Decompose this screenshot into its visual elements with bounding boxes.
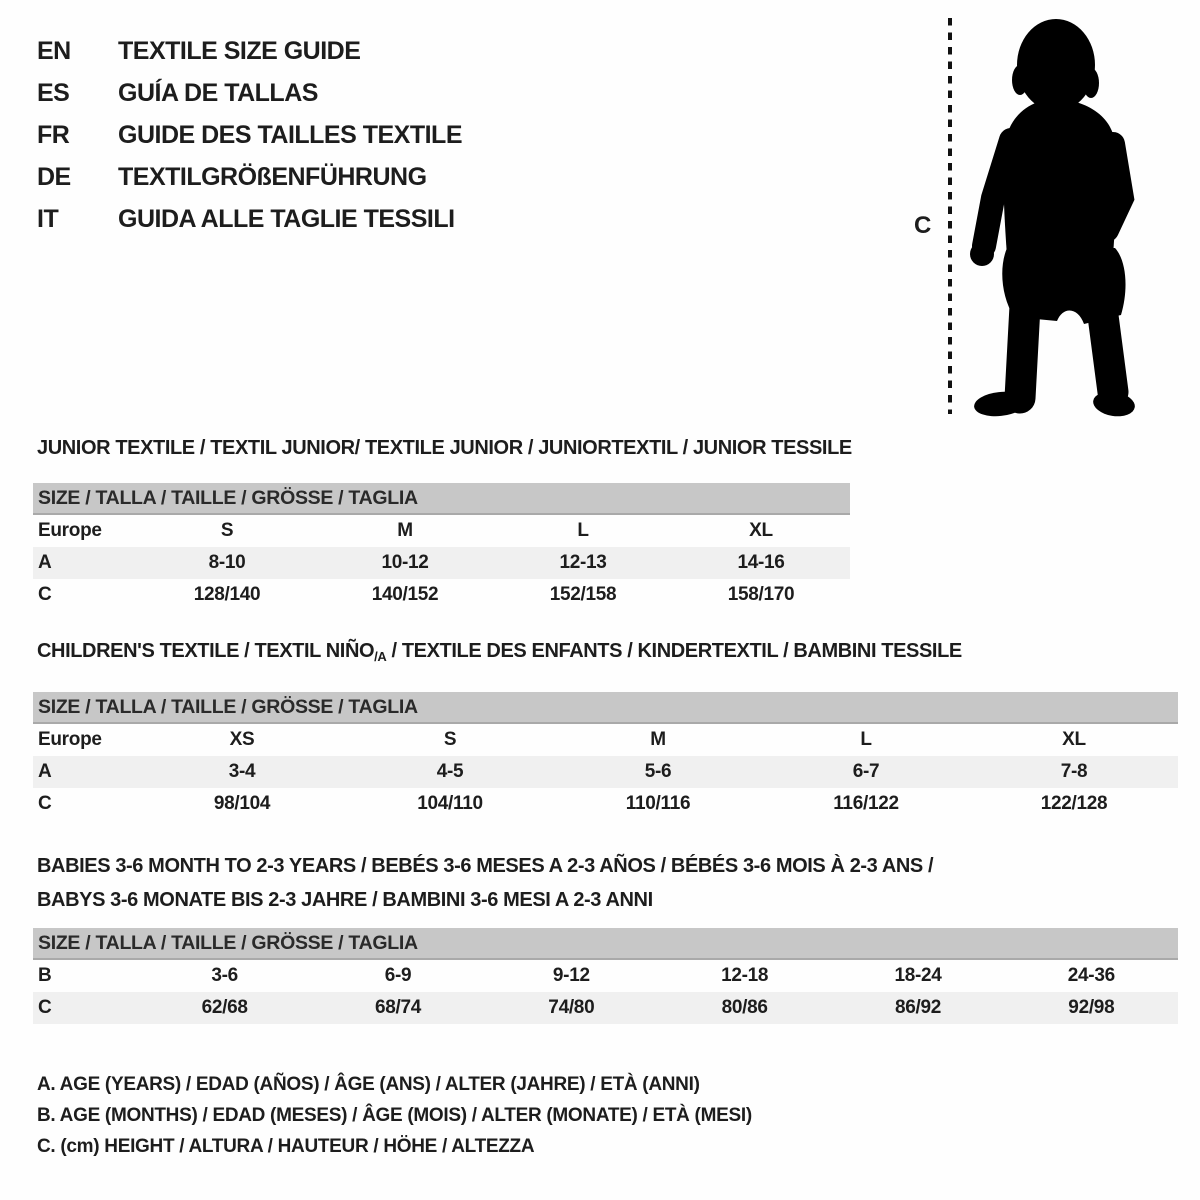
legend-line-height-cm: C. (cm) HEIGHT / ALTURA / HAUTEUR / HÖHE / ALTEZZA — [37, 1136, 535, 1157]
children-size-table — [33, 692, 1178, 820]
table-cell: 14-16 — [737, 552, 785, 573]
table-cell: 24-36 — [1067, 965, 1115, 986]
table-cell: 86/92 — [894, 997, 942, 1018]
table-cell: 80/86 — [721, 997, 768, 1018]
size-header-cell: L — [577, 520, 589, 541]
size-header-cell: M — [650, 729, 666, 750]
language-code: ES — [37, 78, 70, 107]
table-row — [33, 992, 1178, 1024]
height-dashed-line — [946, 14, 954, 418]
table-header-row — [33, 515, 850, 547]
children-title-text: / TEXTILE DES ENFANTS / KINDERTEXTIL / BAMBINI TESSILE — [386, 640, 962, 662]
region-header-cell: Europe — [38, 729, 102, 750]
language-title: TEXTILE SIZE GUIDE — [118, 36, 361, 65]
size-header-label: SIZE / TALLA / TAILLE / GRÖSSE / TAGLIA — [38, 695, 418, 718]
table-cell: 122/128 — [1040, 793, 1108, 814]
language-title: GUIDA ALLE TAGLIE TESSILI — [118, 204, 455, 233]
table-cell: 5-6 — [644, 761, 672, 782]
table-header-row — [33, 724, 1178, 756]
table-cell: 4-5 — [436, 761, 464, 782]
size-header-cell: XS — [229, 729, 255, 750]
row-label: C — [38, 793, 52, 814]
language-code: EN — [37, 36, 71, 65]
row-label: C — [38, 584, 52, 605]
table-cell: 74/80 — [548, 997, 595, 1018]
table-row — [33, 960, 1178, 992]
babies-title-line2: BABYS 3-6 MONATE BIS 2-3 JAHRE / BAMBINI 3-6 MESI A 2-3 ANNI — [37, 889, 653, 911]
size-header-bar — [33, 692, 1178, 724]
table-cell: 128/140 — [193, 584, 261, 605]
table-cell: 10-12 — [381, 552, 429, 573]
language-code: DE — [37, 162, 71, 191]
babies-section-title — [37, 849, 933, 917]
row-label: A — [38, 761, 52, 782]
row-label: A — [38, 552, 52, 573]
language-title: TEXTILGRÖßENFÜHRUNG — [118, 162, 427, 191]
table-row — [33, 756, 1178, 788]
table-cell: 6-9 — [384, 965, 412, 986]
babies-size-table — [33, 928, 1178, 1024]
size-header-label: SIZE / TALLA / TAILLE / GRÖSSE / TAGLIA — [38, 931, 418, 954]
row-label: B — [38, 965, 52, 986]
table-cell: 152/158 — [549, 584, 617, 605]
table-row — [33, 788, 1178, 820]
region-header-cell: Europe — [38, 520, 102, 541]
height-measure-label: C — [914, 212, 932, 239]
table-cell: 110/116 — [625, 793, 691, 814]
size-header-bar — [33, 483, 850, 515]
legend-line-age-years: A. AGE (YEARS) / EDAD (AÑOS) / ÂGE (ANS) / ALTER (JAHRE) / ETÀ (ANNI) — [37, 1074, 700, 1095]
language-row — [37, 156, 462, 198]
language-row — [37, 114, 462, 156]
size-header-label: SIZE / TALLA / TAILLE / GRÖSSE / TAGLIA — [38, 486, 418, 509]
table-row — [33, 547, 850, 579]
table-cell: 6-7 — [852, 761, 880, 782]
table-cell: 158/170 — [727, 584, 795, 605]
table-cell: 116/122 — [833, 793, 899, 814]
table-cell: 7-8 — [1060, 761, 1088, 782]
table-cell: 3-4 — [228, 761, 256, 782]
language-title: GUIDE DES TAILLES TEXTILE — [118, 120, 463, 149]
table-cell: 8-10 — [208, 552, 246, 573]
table-cell: 98/104 — [213, 793, 271, 814]
junior-section-title: JUNIOR TEXTILE / TEXTIL JUNIOR/ TEXTILE JUNIOR / JUNIORTEXTIL / JUNIOR TESSILE — [37, 437, 852, 459]
table-cell: 3-6 — [211, 965, 238, 986]
table-cell: 12-18 — [721, 965, 769, 986]
table-cell: 62/68 — [201, 997, 248, 1018]
row-label: C — [38, 997, 52, 1018]
size-header-cell: S — [220, 520, 234, 541]
table-cell: 140/152 — [371, 584, 439, 605]
table-cell: 12-13 — [559, 552, 607, 573]
language-code: FR — [37, 120, 70, 149]
table-cell: 18-24 — [894, 965, 942, 986]
children-section-title — [37, 640, 962, 664]
size-header-cell: XL — [749, 520, 773, 541]
legend-line-age-months: B. AGE (MONTHS) / EDAD (MESES) / ÂGE (MOIS) / ALTER (MONATE) / ETÀ (MESI) — [37, 1105, 752, 1126]
language-row — [37, 198, 462, 240]
table-row — [33, 579, 850, 611]
table-cell: 104/110 — [417, 793, 483, 814]
table-cell: 68/74 — [374, 997, 422, 1018]
measurement-legend — [37, 1074, 752, 1167]
table-cell: 92/98 — [1068, 997, 1115, 1018]
babies-title-line1: BABIES 3-6 MONTH TO 2-3 YEARS / BEBÉS 3-6 MESES A 2-3 AÑOS / BÉBÉS 3-6 MOIS À 2-3 ANS / — [37, 855, 934, 877]
table-cell: 9-12 — [552, 965, 590, 986]
children-title-text: CHILDREN'S TEXTILE / TEXTIL NIÑO — [37, 640, 375, 662]
size-header-cell: S — [443, 729, 457, 750]
size-header-cell: L — [860, 729, 872, 750]
children-title-subscript: /A — [374, 649, 387, 664]
language-row — [37, 30, 462, 72]
language-title: GUÍA DE TALLAS — [118, 78, 318, 107]
size-header-bar — [33, 928, 1178, 960]
size-header-cell: XL — [1062, 729, 1086, 750]
language-title-list — [37, 30, 462, 240]
language-code: IT — [37, 204, 59, 233]
size-header-cell: M — [397, 520, 413, 541]
language-row — [37, 72, 462, 114]
junior-size-table — [33, 483, 850, 611]
toddler-silhouette-icon — [963, 16, 1135, 420]
